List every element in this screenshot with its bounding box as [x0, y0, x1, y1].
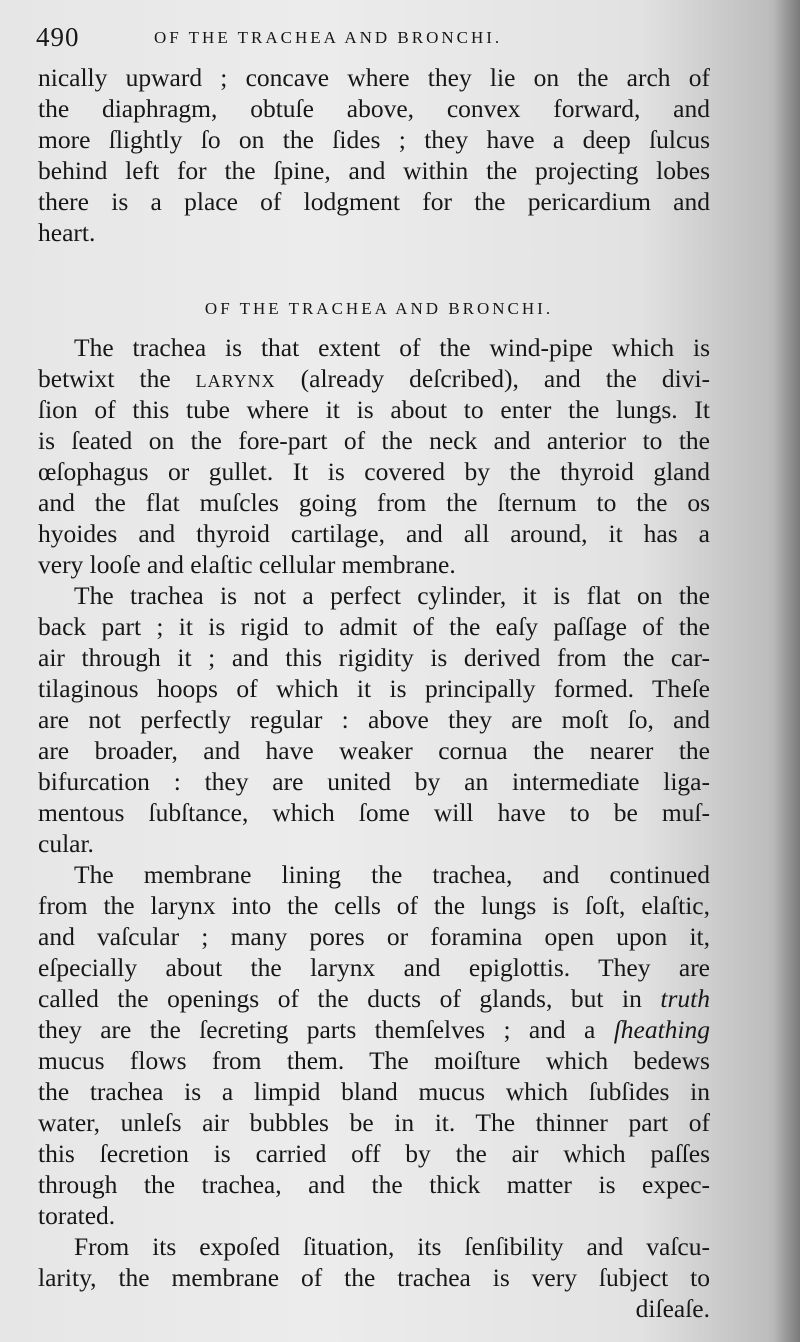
text-line: is ſeated on the fore-part of the neck and anterior to the: [38, 426, 710, 455]
text-line: cular.: [38, 829, 94, 858]
text-line: [38, 363, 710, 394]
paragraph-trachea-shape: [38, 580, 710, 859]
text-line: more ſlightly ſo on the ſides ; they have a deep ſulcus: [38, 125, 710, 154]
emphasis-sheathing: ſheathing: [613, 1015, 711, 1044]
text-line: and the flat muſcles going from the ſternum to the os: [38, 488, 710, 517]
text-line: torated.: [38, 1201, 116, 1230]
section-heading: OF THE TRACHEA AND BRONCHI.: [204, 299, 554, 318]
text-line: heart.: [38, 218, 96, 247]
text-fragment: (already deſcribed), and the divi-: [300, 364, 711, 393]
text-line: behind left for the ſpine, and within the projecting lobes: [38, 156, 710, 185]
intro-paragraph: [38, 62, 710, 248]
text-line: eſpecially about the larynx and epiglottis. They are: [38, 953, 710, 982]
running-title: OF THE TRACHEA AND BRONCHI.: [154, 28, 503, 47]
text-fragment: they are the ſecreting parts themſelves ; and a: [38, 1015, 596, 1044]
text-line: the diaphragm, obtuſe above, convex forward, and: [38, 94, 710, 123]
text-line: mucus flows from them. The moiſture which bedews: [38, 1046, 710, 1075]
paragraph-trachea-definition: [38, 332, 710, 580]
text-line: and vaſcular ; many pores or foramina open upon it,: [38, 922, 710, 951]
text-line: there is a place of lodgment for the pericardium and: [38, 187, 710, 216]
text-line: [38, 1014, 710, 1045]
text-line: are broader, and have weaker cornua the nearer the: [38, 736, 710, 765]
larynx-term: larynx: [195, 364, 276, 393]
page-number: 490: [36, 22, 80, 52]
text-line: From its expoſed ſituation, its ſenſibility and vaſcu-: [74, 1232, 710, 1261]
text-line: ſion of this tube where it is about to enter the lungs. It: [38, 395, 710, 424]
text-line: through the trachea, and the thick matter is expec-: [38, 1170, 710, 1199]
text-line: hyoides and thyroid cartilage, and all around, it has a: [38, 519, 710, 548]
text-line: mentous ſubſtance, which ſome will have to be muſ-: [38, 798, 710, 827]
text-line: The membrane lining the trachea, and continued: [74, 860, 710, 889]
emphasis-truth: truth: [660, 984, 710, 1013]
text-line: are not perfectly regular : above they are moſt ſo, and: [38, 705, 710, 734]
text-line: diſeaſe.: [635, 1294, 710, 1323]
paragraph-trachea-disease: [38, 1231, 710, 1324]
running-head: [36, 22, 710, 56]
text-line: The trachea is that extent of the wind-pipe which is: [74, 333, 710, 362]
text-line: back part ; it is rigid to admit of the eaſy paſſage of the: [38, 612, 710, 641]
text-line: [38, 983, 710, 1014]
text-line: the trachea is a limpid bland mucus which ſubſides in: [38, 1077, 710, 1106]
page-edge-shadow: [774, 0, 800, 1342]
text-line: nically upward ; concave where they lie on the arch of: [38, 63, 710, 92]
text-line: from the larynx into the cells of the lungs is ſoſt, elaſtic,: [38, 891, 710, 920]
text-line: this ſecretion is carried off by the air which paſſes: [38, 1139, 710, 1168]
text-line: œſophagus or gullet. It is covered by the thyroid gland: [38, 457, 710, 486]
text-line: tilaginous hoops of which it is principally formed. Theſe: [38, 674, 710, 703]
text-line: air through it ; and this rigidity is derived from the car-: [38, 643, 710, 672]
paragraph-trachea-membrane: [38, 859, 710, 1231]
text-line: water, unleſs air bubbles be in it. The thinner part of: [38, 1108, 710, 1137]
text-fragment: called the openings of the ducts of glands, but in: [38, 984, 642, 1013]
text-fragment: betwixt the: [38, 364, 171, 393]
text-line: larity, the membrane of the trachea is very ſubject to: [38, 1263, 710, 1292]
text-line: bifurcation : they are united by an intermediate liga-: [38, 767, 710, 796]
text-line: The trachea is not a perfect cylinder, it is flat on the: [74, 581, 710, 610]
body-text: [38, 62, 710, 1324]
text-line: very looſe and elaſtic cellular membrane.: [38, 550, 456, 579]
